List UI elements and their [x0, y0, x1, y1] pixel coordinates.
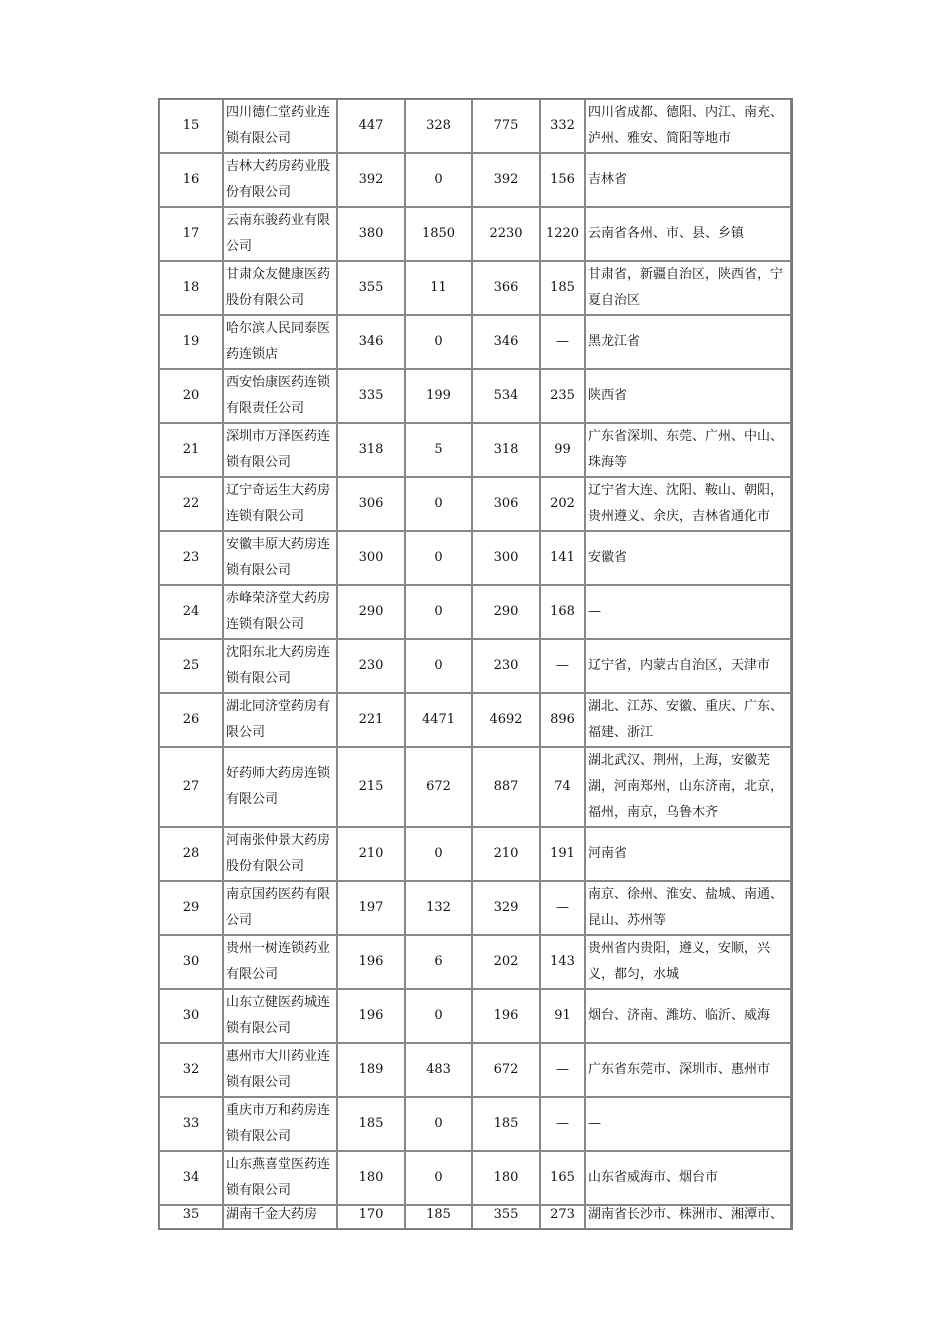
rank-cell: 15 [159, 99, 223, 153]
rank-cell: 29 [159, 881, 223, 935]
region-cell: 山东省威海市、烟台市 [585, 1151, 791, 1205]
total-stores-cell: 329 [472, 881, 540, 935]
franchise-stores-cell: 11 [405, 261, 472, 315]
total-stores-cell: 300 [472, 531, 540, 585]
franchise-stores-cell: 0 [405, 585, 472, 639]
company-name-cell: 山东立健医药城连锁有限公司 [223, 989, 337, 1043]
region-cell: 辽宁省，内蒙古自治区，天津市 [585, 639, 791, 693]
table-row [159, 747, 791, 827]
medical-insurance-stores-cell: — [540, 1043, 585, 1097]
medical-insurance-stores-cell: 156 [540, 153, 585, 207]
direct-stores-cell: 210 [337, 827, 405, 881]
franchise-stores-cell: 0 [405, 989, 472, 1043]
rank-cell: 30 [159, 989, 223, 1043]
direct-stores-cell: 215 [337, 747, 405, 827]
table-row [159, 693, 791, 747]
total-stores-cell: 196 [472, 989, 540, 1043]
company-name-cell: 辽宁奇运生大药房连锁有限公司 [223, 477, 337, 531]
rank-cell: 24 [159, 585, 223, 639]
direct-stores-cell: 290 [337, 585, 405, 639]
total-stores-cell: 202 [472, 935, 540, 989]
company-name-cell: 赤峰荣济堂大药房连锁有限公司 [223, 585, 337, 639]
table-row [159, 153, 791, 207]
region-cell: 吉林省 [585, 153, 791, 207]
total-stores-cell: 230 [472, 639, 540, 693]
rank-cell: 27 [159, 747, 223, 827]
table-row [159, 639, 791, 693]
total-stores-cell: 366 [472, 261, 540, 315]
franchise-stores-cell: 672 [405, 747, 472, 827]
medical-insurance-stores-cell: 896 [540, 693, 585, 747]
total-stores-cell: 4692 [472, 693, 540, 747]
table-row [159, 1151, 791, 1205]
medical-insurance-stores-cell: — [540, 881, 585, 935]
region-cell: 云南省各州、市、县、乡镇 [585, 207, 791, 261]
franchise-stores-cell: 1850 [405, 207, 472, 261]
medical-insurance-stores-cell: 191 [540, 827, 585, 881]
rank-cell: 34 [159, 1151, 223, 1205]
medical-insurance-stores-cell: 1220 [540, 207, 585, 261]
medical-insurance-stores-cell: 91 [540, 989, 585, 1043]
table-row [159, 315, 791, 369]
direct-stores-cell: 346 [337, 315, 405, 369]
table-row [159, 585, 791, 639]
company-name-cell: 湖南千金大药房 [223, 1205, 337, 1229]
table-row [159, 827, 791, 881]
franchise-stores-cell: 5 [405, 423, 472, 477]
medical-insurance-stores-cell: 165 [540, 1151, 585, 1205]
franchise-stores-cell: 132 [405, 881, 472, 935]
medical-insurance-stores-cell: — [540, 315, 585, 369]
medical-insurance-stores-cell: 332 [540, 99, 585, 153]
rank-cell: 16 [159, 153, 223, 207]
medical-insurance-stores-cell: 74 [540, 747, 585, 827]
region-cell: 安徽省 [585, 531, 791, 585]
table-row [159, 935, 791, 989]
direct-stores-cell: 185 [337, 1097, 405, 1151]
rank-cell: 26 [159, 693, 223, 747]
company-name-cell: 沈阳东北大药房连锁有限公司 [223, 639, 337, 693]
medical-insurance-stores-cell: 185 [540, 261, 585, 315]
company-name-cell: 甘肃众友健康医药股份有限公司 [223, 261, 337, 315]
total-stores-cell: 392 [472, 153, 540, 207]
company-name-cell: 南京国药医药有限公司 [223, 881, 337, 935]
direct-stores-cell: 318 [337, 423, 405, 477]
total-stores-cell: 355 [472, 1205, 540, 1229]
medical-insurance-stores-cell: 99 [540, 423, 585, 477]
medical-insurance-stores-cell: 141 [540, 531, 585, 585]
direct-stores-cell: 230 [337, 639, 405, 693]
franchise-stores-cell: 0 [405, 315, 472, 369]
direct-stores-cell: 300 [337, 531, 405, 585]
table-row [159, 1097, 791, 1151]
region-cell: — [585, 1097, 791, 1151]
rank-cell: 32 [159, 1043, 223, 1097]
medical-insurance-stores-cell: 168 [540, 585, 585, 639]
franchise-stores-cell: 0 [405, 531, 472, 585]
company-name-cell: 好药师大药房连锁有限公司 [223, 747, 337, 827]
region-cell: 湖北武汉、荆州，上海，安徽芜湖，河南郑州，山东济南，北京，福州，南京，乌鲁木齐 [585, 747, 791, 827]
franchise-stores-cell: 0 [405, 1097, 472, 1151]
medical-insurance-stores-cell: 235 [540, 369, 585, 423]
direct-stores-cell: 447 [337, 99, 405, 153]
table-row [159, 369, 791, 423]
rank-cell: 33 [159, 1097, 223, 1151]
direct-stores-cell: 196 [337, 935, 405, 989]
company-name-cell: 西安怡康医药连锁有限责任公司 [223, 369, 337, 423]
direct-stores-cell: 355 [337, 261, 405, 315]
table-row [159, 99, 791, 153]
total-stores-cell: 672 [472, 1043, 540, 1097]
medical-insurance-stores-cell: — [540, 639, 585, 693]
medical-insurance-stores-cell: — [540, 1097, 585, 1151]
table-body [159, 99, 791, 1229]
table-row [159, 531, 791, 585]
region-cell: 广东省东莞市、深圳市、惠州市 [585, 1043, 791, 1097]
franchise-stores-cell: 0 [405, 153, 472, 207]
direct-stores-cell: 196 [337, 989, 405, 1043]
table-row [159, 477, 791, 531]
company-name-cell: 河南张仲景大药房股份有限公司 [223, 827, 337, 881]
rank-cell: 20 [159, 369, 223, 423]
rank-cell: 25 [159, 639, 223, 693]
rank-cell: 28 [159, 827, 223, 881]
rank-cell: 35 [159, 1205, 223, 1229]
table-row [159, 1205, 791, 1229]
total-stores-cell: 180 [472, 1151, 540, 1205]
rank-cell: 22 [159, 477, 223, 531]
direct-stores-cell: 380 [337, 207, 405, 261]
franchise-stores-cell: 0 [405, 477, 472, 531]
rank-cell: 17 [159, 207, 223, 261]
region-cell: 黑龙江省 [585, 315, 791, 369]
direct-stores-cell: 180 [337, 1151, 405, 1205]
total-stores-cell: 306 [472, 477, 540, 531]
franchise-stores-cell: 0 [405, 639, 472, 693]
direct-stores-cell: 197 [337, 881, 405, 935]
region-cell: 南京、徐州、淮安、盐城、南通、昆山、苏州等 [585, 881, 791, 935]
franchise-stores-cell: 0 [405, 1151, 472, 1205]
total-stores-cell: 185 [472, 1097, 540, 1151]
region-cell: 河南省 [585, 827, 791, 881]
direct-stores-cell: 392 [337, 153, 405, 207]
region-cell: 湖北、江苏、安徽、重庆、广东、福建、浙江 [585, 693, 791, 747]
company-name-cell: 贵州一树连锁药业有限公司 [223, 935, 337, 989]
medical-insurance-stores-cell: 143 [540, 935, 585, 989]
region-cell: — [585, 585, 791, 639]
table-row [159, 989, 791, 1043]
franchise-stores-cell: 483 [405, 1043, 472, 1097]
rank-cell: 30 [159, 935, 223, 989]
company-name-cell: 深圳市万泽医药连锁有限公司 [223, 423, 337, 477]
total-stores-cell: 318 [472, 423, 540, 477]
total-stores-cell: 346 [472, 315, 540, 369]
company-name-cell: 云南东骏药业有限公司 [223, 207, 337, 261]
table-row [159, 423, 791, 477]
franchise-stores-cell: 0 [405, 827, 472, 881]
company-name-cell: 重庆市万和药房连锁有限公司 [223, 1097, 337, 1151]
company-name-cell: 湖北同济堂药房有限公司 [223, 693, 337, 747]
total-stores-cell: 2230 [472, 207, 540, 261]
company-name-cell: 山东燕喜堂医药连锁有限公司 [223, 1151, 337, 1205]
company-name-cell: 四川德仁堂药业连锁有限公司 [223, 99, 337, 153]
document-page [158, 98, 792, 1230]
region-cell: 烟台、济南、潍坊、临沂、威海 [585, 989, 791, 1043]
franchise-stores-cell: 6 [405, 935, 472, 989]
direct-stores-cell: 170 [337, 1205, 405, 1229]
region-cell: 陕西省 [585, 369, 791, 423]
franchise-stores-cell: 4471 [405, 693, 472, 747]
total-stores-cell: 887 [472, 747, 540, 827]
total-stores-cell: 775 [472, 99, 540, 153]
region-cell: 四川省成都、德阳、内江、南充、泸州、雅安、简阳等地市 [585, 99, 791, 153]
rank-cell: 18 [159, 261, 223, 315]
region-cell: 湖南省长沙市、株洲市、湘潭市、 [585, 1205, 791, 1229]
company-name-cell: 哈尔滨人民同泰医药连锁店 [223, 315, 337, 369]
region-cell: 广东省深圳、东莞、广州、中山、珠海等 [585, 423, 791, 477]
table-row [159, 1043, 791, 1097]
company-name-cell: 吉林大药房药业股份有限公司 [223, 153, 337, 207]
rank-cell: 23 [159, 531, 223, 585]
medical-insurance-stores-cell: 273 [540, 1205, 585, 1229]
total-stores-cell: 210 [472, 827, 540, 881]
region-cell: 贵州省内贵阳，遵义，安顺，兴义，都匀，水城 [585, 935, 791, 989]
company-name-cell: 安徽丰原大药房连锁有限公司 [223, 531, 337, 585]
direct-stores-cell: 189 [337, 1043, 405, 1097]
rank-cell: 19 [159, 315, 223, 369]
table-row [159, 207, 791, 261]
total-stores-cell: 290 [472, 585, 540, 639]
direct-stores-cell: 306 [337, 477, 405, 531]
franchise-stores-cell: 199 [405, 369, 472, 423]
pharmacy-chain-ranking-table [158, 98, 793, 1230]
medical-insurance-stores-cell: 202 [540, 477, 585, 531]
table-row [159, 261, 791, 315]
rank-cell: 21 [159, 423, 223, 477]
table-row [159, 881, 791, 935]
franchise-stores-cell: 328 [405, 99, 472, 153]
region-cell: 甘肃省，新疆自治区，陕西省，宁夏自治区 [585, 261, 791, 315]
franchise-stores-cell: 185 [405, 1205, 472, 1229]
company-name-cell: 惠州市大川药业连锁有限公司 [223, 1043, 337, 1097]
total-stores-cell: 534 [472, 369, 540, 423]
direct-stores-cell: 335 [337, 369, 405, 423]
region-cell: 辽宁省大连、沈阳、鞍山、朝阳，贵州遵义、余庆，吉林省通化市 [585, 477, 791, 531]
direct-stores-cell: 221 [337, 693, 405, 747]
